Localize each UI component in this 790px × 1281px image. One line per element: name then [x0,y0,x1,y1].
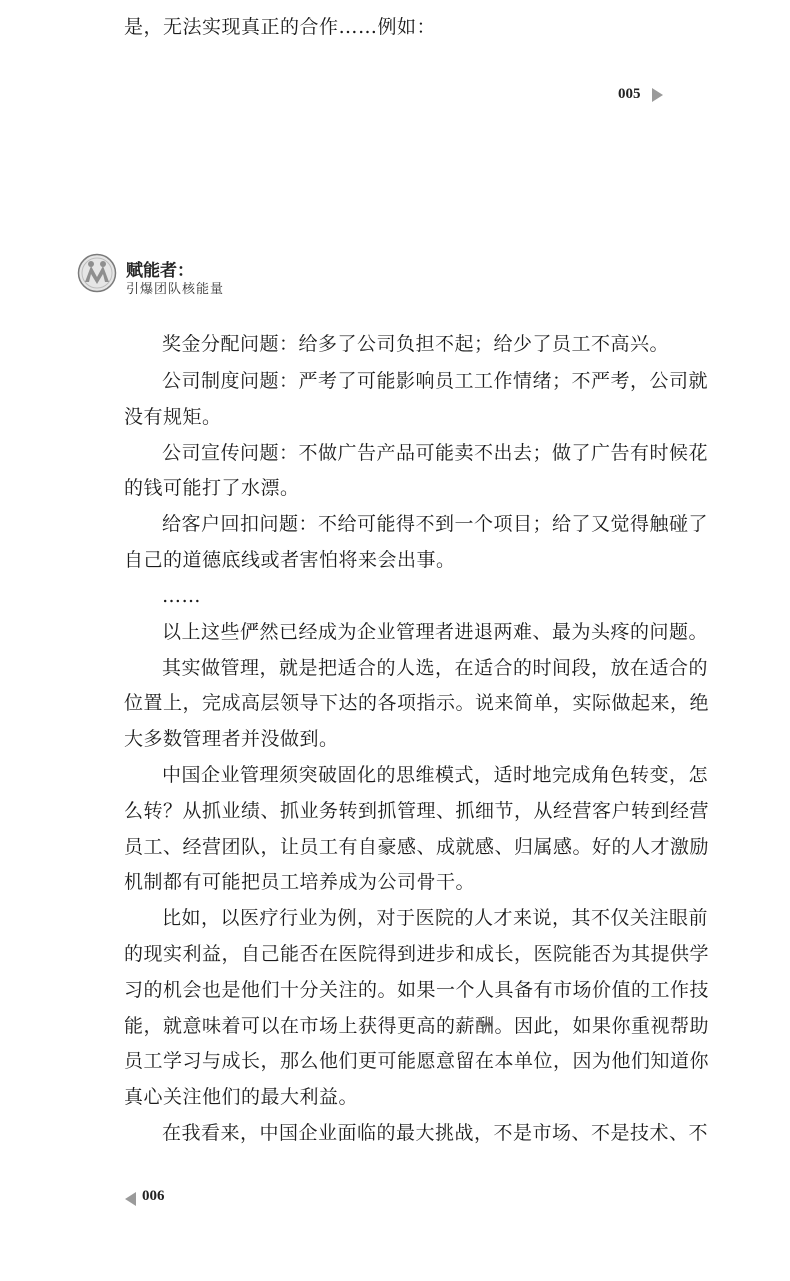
text-line: 中国企业管理须突破固化的思维模式，适时地完成角色转变，怎 [162,764,709,786]
page-arrow-left-icon [125,1192,136,1206]
text-line: 奖金分配问题：给多了公司负担不起；给少了员工不高兴。 [162,333,670,355]
text-line: 真心关注他们的最大利益。 [124,1086,359,1108]
text-line: 能，就意味着可以在市场上获得更高的薪酬。因此，如果你重视帮助 [124,1015,710,1037]
text-line: 的钱可能打了水漂。 [124,477,300,499]
text-line: 员工学习与成长，那么他们更可能愿意留在本单位，因为他们知道你 [124,1050,710,1072]
text-line: 公司制度问题：严考了可能影响员工工作情绪；不严考，公司就 [162,370,709,392]
text-line: …… [162,585,201,607]
text-line: 习的机会也是他们十分关注的。如果一个人具备有市场价值的工作技 [124,979,710,1001]
text-line: 给客户回扣问题：不给可能得不到一个项目；给了又觉得触碰了 [162,513,709,535]
text-line: 机制都有可能把员工培养成为公司骨干。 [124,871,476,893]
text-line: 以上这些俨然已经成为企业管理者进退两难、最为头疼的问题。 [162,621,709,643]
text-line: 在我看来，中国企业面临的最大挑战，不是市场、不是技术、不 [162,1122,709,1144]
text-line: 么转？从抓业绩、抓业务转到抓管理、抓细节，从经营客户转到经营 [124,800,710,822]
page-number-text: 005 [618,86,641,102]
text-line: 其实做管理，就是把适合的人选，在适合的时间段，放在适合的 [162,657,709,679]
text-line: 大多数管理者并没做到。 [124,728,339,750]
page-arrow-right-icon [652,88,663,102]
text-line: 的现实利益，自己能否在医院得到进步和成长，医院能否为其提供学 [124,943,710,965]
previous-page-last-line: 是，无法实现真正的合作……例如： [124,16,437,38]
book-logo-icon [77,253,117,293]
text-line: 公司宣传问题：不做广告产品可能卖不出去；做了广告有时候花 [162,442,709,464]
text-line: 比如，以医疗行业为例，对于医院的人才来说，其不仅关注眼前 [162,907,709,929]
text-line: 员工、经营团队，让员工有自豪感、成就感、归属感。好的人才激励 [124,836,710,858]
text-line: 没有规矩。 [124,406,222,428]
book-title: 赋能者： [126,261,194,281]
text-line: 自己的道德底线或者害怕将来会出事。 [124,549,456,571]
book-subtitle: 引爆团队核能量 [126,282,225,297]
page-number-text: 006 [142,1188,165,1204]
text-line: 位置上，完成高层领导下达的各项指示。说来简单，实际做起来，绝 [124,692,710,714]
